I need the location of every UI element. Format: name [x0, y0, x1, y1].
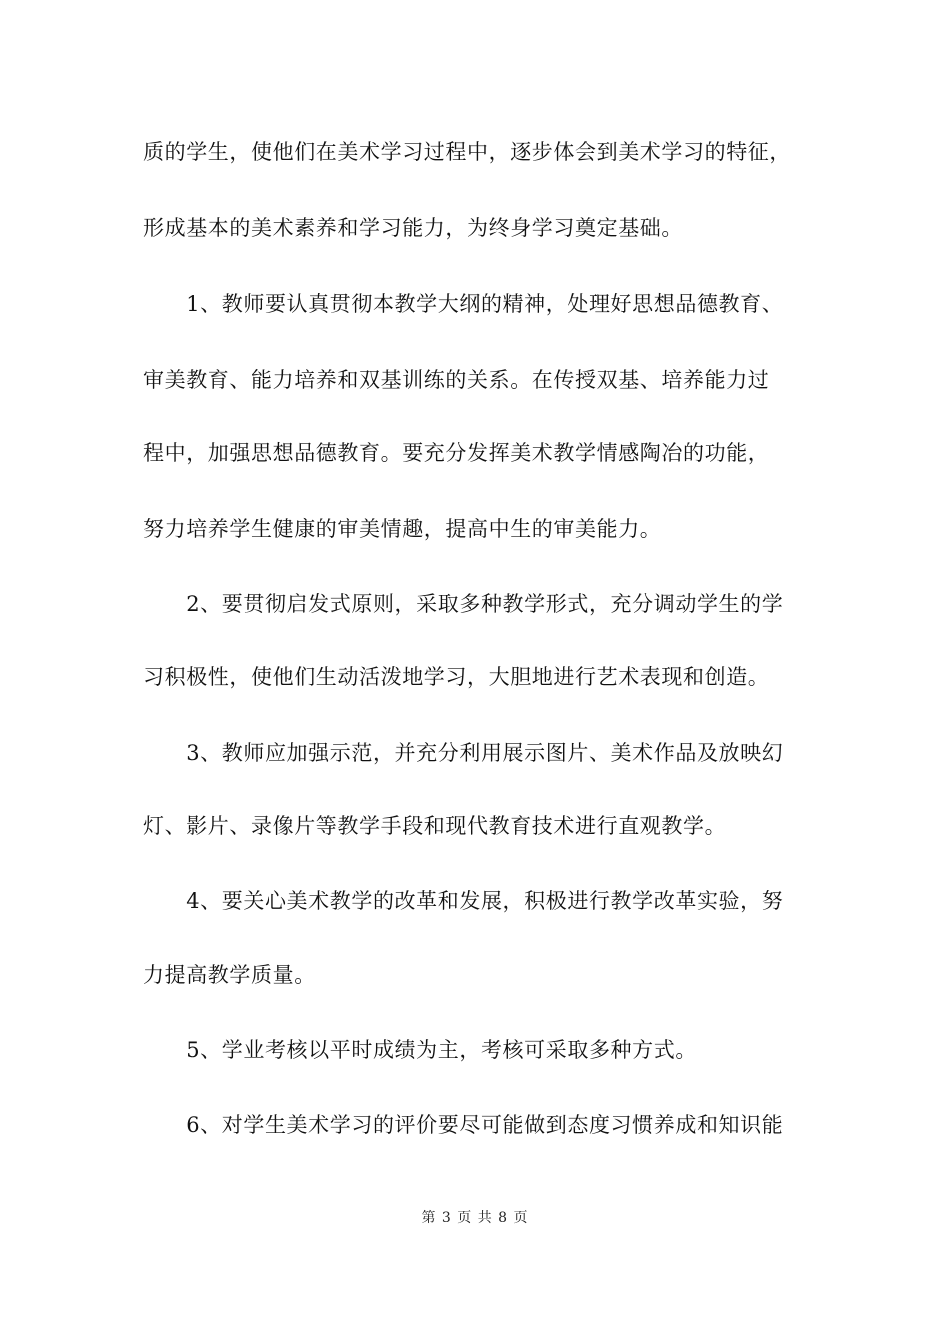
text-line: 形成基本的美术素养和学习能力，为终身学习奠定基础。	[143, 216, 683, 240]
text-line: 1、教师要认真贯彻本教学大纲的精神，处理好思想品德教育、	[143, 292, 784, 316]
text-line: 3、教师应加强示范，并充分利用展示图片、美术作品及放映幻	[143, 741, 784, 765]
text-line: 质的学生，使他们在美术学习过程中，逐步体会到美术学习的特征，	[143, 140, 791, 164]
text-line: 4、要关心美术教学的改革和发展，积极进行教学改革实验，努	[143, 889, 784, 913]
text-line: 审美教育、能力培养和双基训练的关系。在传授双基、培养能力过	[143, 368, 770, 392]
text-line: 程中，加强思想品德教育。要充分发挥美术教学情感陶冶的功能，	[143, 441, 770, 465]
text-line: 6、对学生美术学习的评价要尽可能做到态度习惯养成和知识能	[143, 1113, 784, 1137]
text-line: 5、学业考核以平时成绩为主，考核可采取多种方式。	[143, 1038, 697, 1062]
text-line: 努力培养学生健康的审美情趣，提高中生的审美能力。	[143, 517, 662, 541]
text-line: 力提高教学质量。	[143, 963, 316, 987]
text-line: 灯、影片、录像片等教学手段和现代教育技术进行直观教学。	[143, 814, 727, 838]
text-line: 习积极性，使他们生动活泼地学习，大胆地进行艺术表现和创造。	[143, 665, 770, 689]
text-line: 2、要贯彻启发式原则，采取多种教学形式，充分调动学生的学	[143, 592, 784, 616]
page-number-footer: 第 3 页 共 8 页	[421, 1210, 529, 1226]
